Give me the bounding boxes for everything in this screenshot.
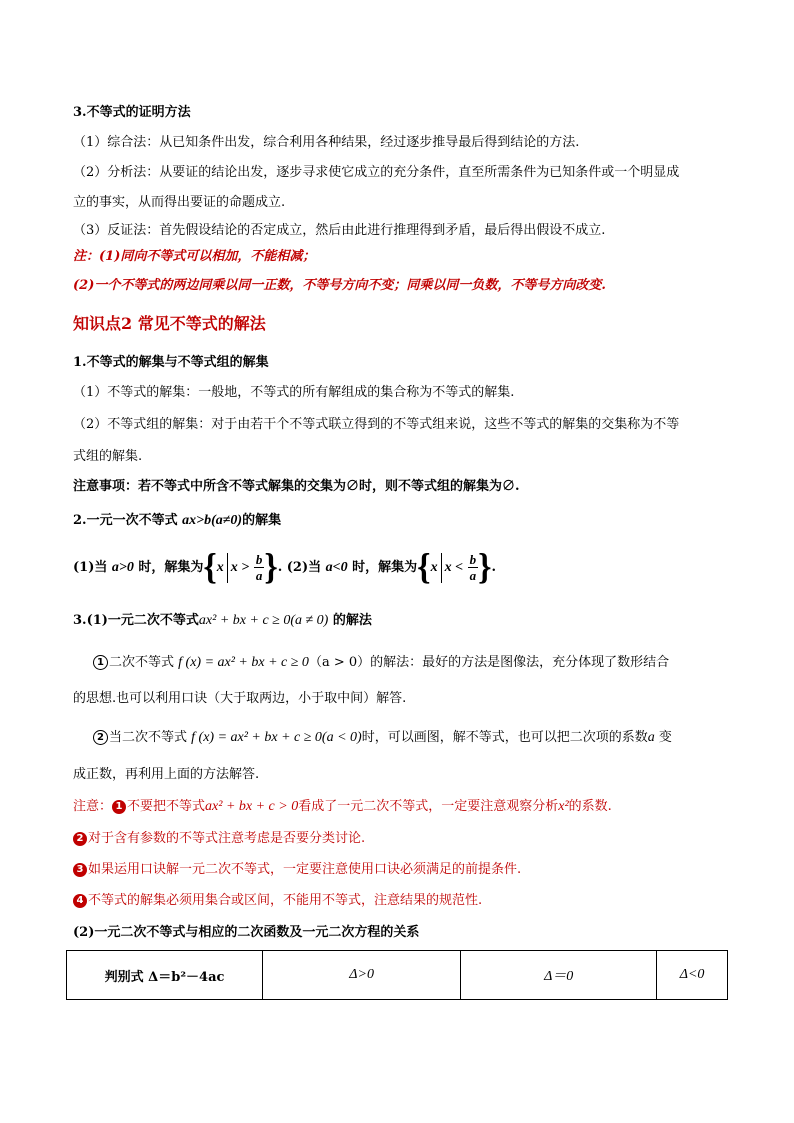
section-2-title: 2.一元一次不等式 ax>b(a≠0)的解集 bbox=[73, 513, 282, 528]
method-contradiction: （3）反证法：首先假设结论的否定成立，然后由此进行推理得到矛盾，最后得出假设不成立. bbox=[73, 223, 606, 238]
warning-1: 注意： 1 不要把不等式ax² + bx + c > 0看成了一元二次不等式，一定要注意观察分析x²的系数. bbox=[73, 799, 612, 814]
section-3-title: 3.不等式的证明方法 bbox=[73, 105, 191, 120]
fraction-b-over-a: $\frac{b}{a}$ bbox=[255, 552, 263, 583]
system-solution-set-line1: （2）不等式组的解集：对于由若干个不等式联立得到的不等式组来说，这些不等式的解集的交集称为不等 bbox=[73, 417, 680, 432]
table-row bbox=[67, 951, 728, 1000]
method-synthesis: （1）综合法：从已知条件出发，综合利用各种结果，经过逐步推导最后得到结论的方法. bbox=[73, 135, 580, 150]
quadratic-item-1-line1: 1 二次不等式 f (x) = ax² + bx + c ≥ 0（a > 0）的解法：最好的方法是图像法，充分体现了数形结合 bbox=[93, 654, 669, 672]
discriminant-table bbox=[66, 950, 728, 1000]
warning-2: 2 对于含有参数的不等式注意考虑是否要分类讨论. bbox=[73, 830, 365, 848]
system-solution-set-line2: 式组的解集. bbox=[73, 449, 143, 464]
knowledge-point-2-heading: 知识点2 常见不等式的解法 bbox=[73, 314, 266, 333]
quadratic-item-1-line2: 的思想.也可以利用口诀（大于取两边，小于取中间）解答. bbox=[73, 691, 407, 706]
warning-3: 3 如果运用口诀解一元二次不等式，一定要注意使用口诀必须满足的前提条件. bbox=[73, 861, 521, 879]
note-1: 注：(1)同向不等式可以相加，不能相减； bbox=[73, 249, 316, 264]
warning-4: 4 不等式的解集必须用集合或区间，不能用不等式，注意结果的规范性. bbox=[73, 892, 482, 910]
method-analysis-line2: 立的事实，从而得出要证的命题成立. bbox=[73, 195, 286, 210]
table-cell-positive: Δ>0 bbox=[263, 951, 461, 1000]
linear-solution-sets: (1)当 a>0 时，解集为{x x > $\frac{b}{a}$ }. (2)当 a<0 时，解集为{x x < $\frac{b}{a}$ }. bbox=[73, 546, 497, 588]
table-cell-zero: Δ＝0 bbox=[461, 951, 657, 1000]
note-2: (2)一个不等式的两边同乘以同一正数，不等号方向不变；同乘以同一负数，不等号方向改变. bbox=[73, 278, 606, 293]
empty-set-note: 注意事项：若不等式中所含不等式解集的交集为∅时，则不等式组的解集为∅. bbox=[73, 479, 520, 494]
section-3-quadratic-title: 3.(1)一元二次不等式ax² + bx + c ≥ 0(a ≠ 0) 的解法 bbox=[73, 613, 372, 628]
section-3-2-title: (2)一元二次不等式与相应的二次函数及一元二次方程的关系 bbox=[73, 925, 420, 940]
quadratic-item-2-line2: 成正数，再利用上面的方法解答. bbox=[73, 767, 260, 782]
quadratic-item-2-line1: 2 当二次不等式 f (x) = ax² + bx + c ≥ 0(a < 0)时，可以画图，解不等式，也可以把二次项的系数a 变 bbox=[93, 729, 672, 747]
table-cell-negative: Δ<0 bbox=[657, 951, 728, 1000]
solution-set-definition: （1）不等式的解集：一般地，不等式的所有解组成的集合称为不等式的解集. bbox=[73, 385, 515, 400]
fraction-b-over-a-2: $\frac{b}{a}$ bbox=[469, 552, 477, 583]
method-analysis-line1: （2）分析法：从要证的结论出发，逐步寻求使它成立的充分条件，直至所需条件为已知条件或一个明显成 bbox=[73, 165, 680, 180]
section-1-title: 1.不等式的解集与不等式组的解集 bbox=[73, 355, 269, 370]
table-cell-discriminant: 判别式 Δ＝b²－4ac bbox=[67, 951, 263, 1000]
